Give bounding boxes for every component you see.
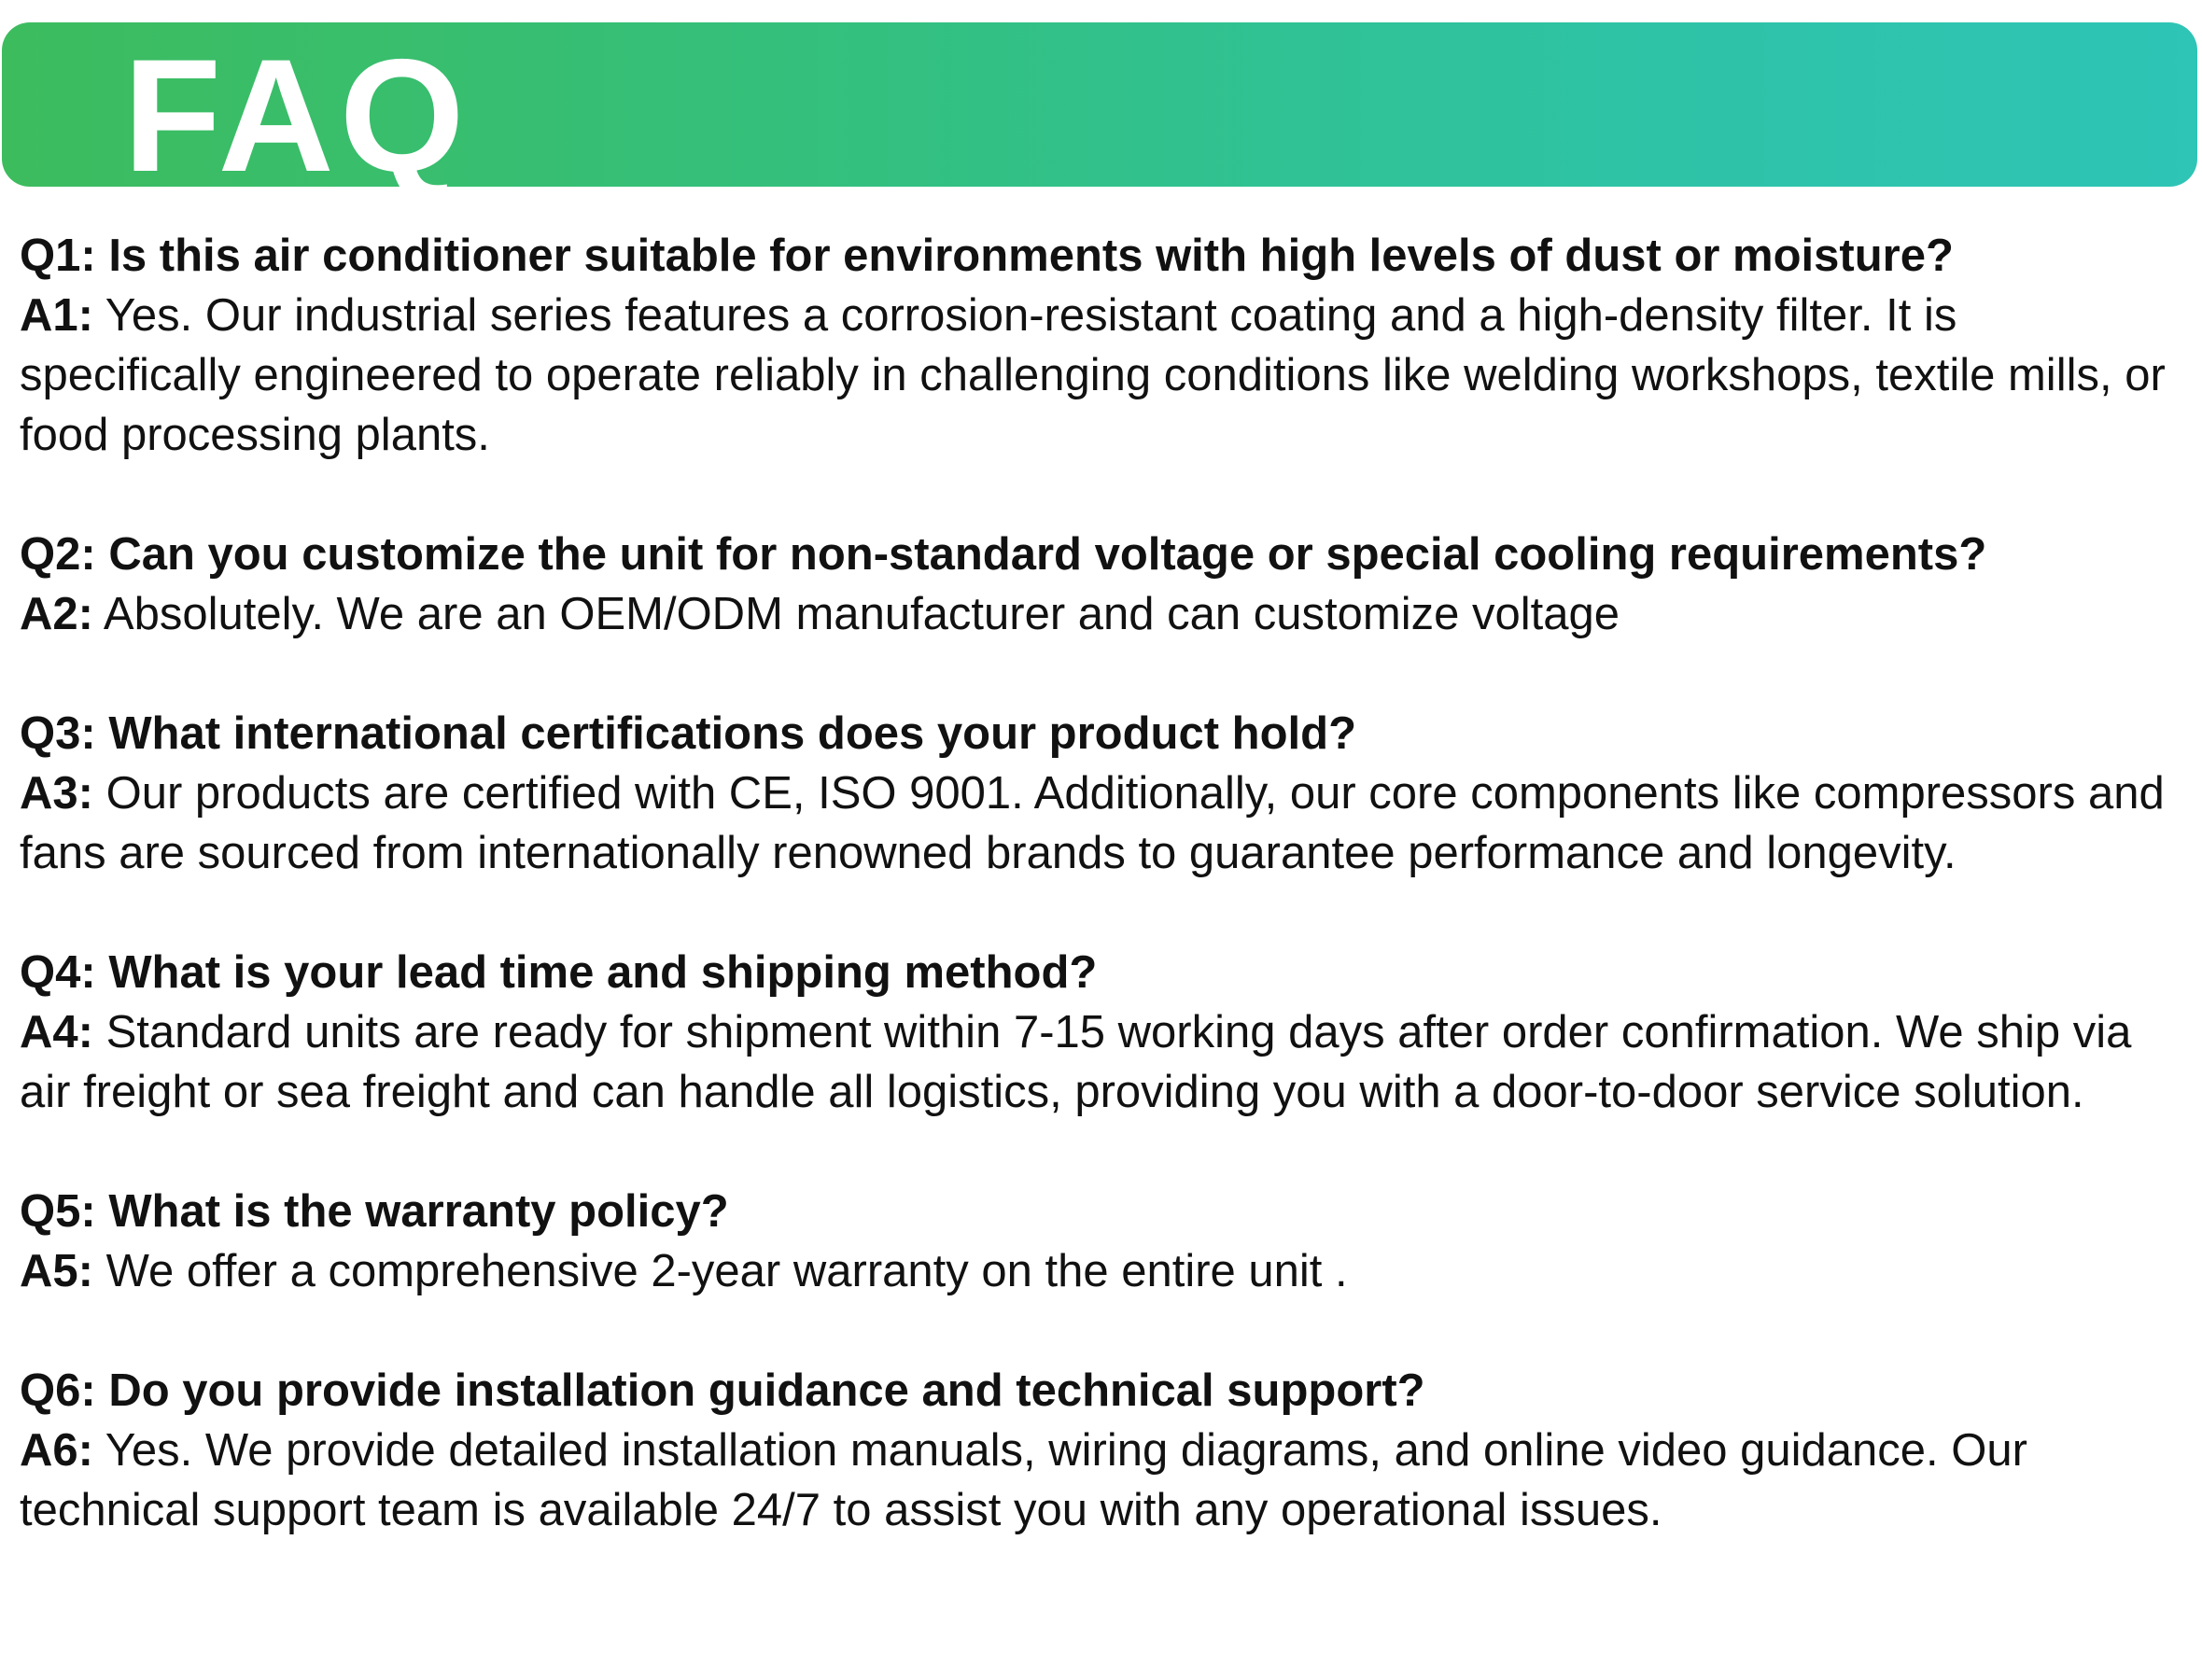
answer-text: Yes. We provide detailed installation manuals, wiring diagrams, and online video guidance. Our technical support team is available 24/7 to assist you with any operational issues. <box>20 1425 2027 1535</box>
question-text: Is this air conditioner suitable for environments with high levels of dust or moisture? <box>108 231 1954 281</box>
faq-item-2 <box>20 525 2185 644</box>
answer-text: Absolutely. We are an OEM/ODM manufacturer and can customize voltage <box>103 589 1620 639</box>
faq-item-5 <box>20 1182 2185 1301</box>
question-label: Q1: <box>20 231 96 281</box>
faq-question <box>20 1361 2185 1421</box>
question-label: Q5: <box>20 1186 96 1237</box>
faq-answer <box>20 1002 2185 1122</box>
answer-text: Yes. Our industrial series features a corrosion-resistant coating and a high-density filter. It is specifically engineered to operate reliably in challenging conditions like welding workshops, textile mills, or food processing plants. <box>20 290 2166 460</box>
faq-question <box>20 704 2185 763</box>
faq-answer <box>20 584 2185 644</box>
faq-item-1 <box>20 226 2185 465</box>
faq-question <box>20 1182 2185 1241</box>
question-text: What international certifications does your product hold? <box>108 708 1356 759</box>
faq-answer <box>20 1421 2185 1540</box>
faq-list <box>20 226 2185 1540</box>
faq-item-6 <box>20 1361 2185 1540</box>
answer-label: A3: <box>20 768 93 819</box>
faq-answer <box>20 763 2185 883</box>
question-text: What is your lead time and shipping method? <box>108 947 1098 998</box>
faq-answer <box>20 1241 2185 1301</box>
question-text: Can you customize the unit for non-standard voltage or special cooling requirements? <box>108 529 1987 580</box>
question-text: What is the warranty policy? <box>108 1186 729 1237</box>
question-label: Q4: <box>20 947 96 998</box>
answer-label: A1: <box>20 290 93 341</box>
answer-label: A5: <box>20 1246 93 1296</box>
question-text: Do you provide installation guidance and technical support? <box>108 1365 1425 1416</box>
answer-label: A2: <box>20 589 93 639</box>
faq-item-4 <box>20 943 2185 1122</box>
answer-text: We offer a comprehensive 2-year warranty on the entire unit . <box>105 1246 1348 1296</box>
faq-question <box>20 226 2185 286</box>
faq-answer <box>20 286 2185 465</box>
answer-label: A4: <box>20 1007 93 1057</box>
question-label: Q3: <box>20 708 96 759</box>
faq-question <box>20 525 2185 584</box>
faq-header-banner <box>2 22 2197 205</box>
question-label: Q2: <box>20 529 96 580</box>
answer-text: Standard units are ready for shipment within 7-15 working days after order confirmation. We ship via air freight or sea freight and can handle all logistics, providing you with a door-to-door service solution. <box>20 1007 2132 1117</box>
faq-question <box>20 943 2185 1002</box>
page-title: FAQ <box>123 26 470 205</box>
question-label: Q6: <box>20 1365 96 1416</box>
answer-text: Our products are certified with CE, ISO 9001. Additionally, our core components like compressors and fans are sourced from internationally renowned brands to guarantee performance and longevity. <box>20 768 2165 878</box>
answer-label: A6: <box>20 1425 93 1476</box>
faq-item-3 <box>20 704 2185 883</box>
